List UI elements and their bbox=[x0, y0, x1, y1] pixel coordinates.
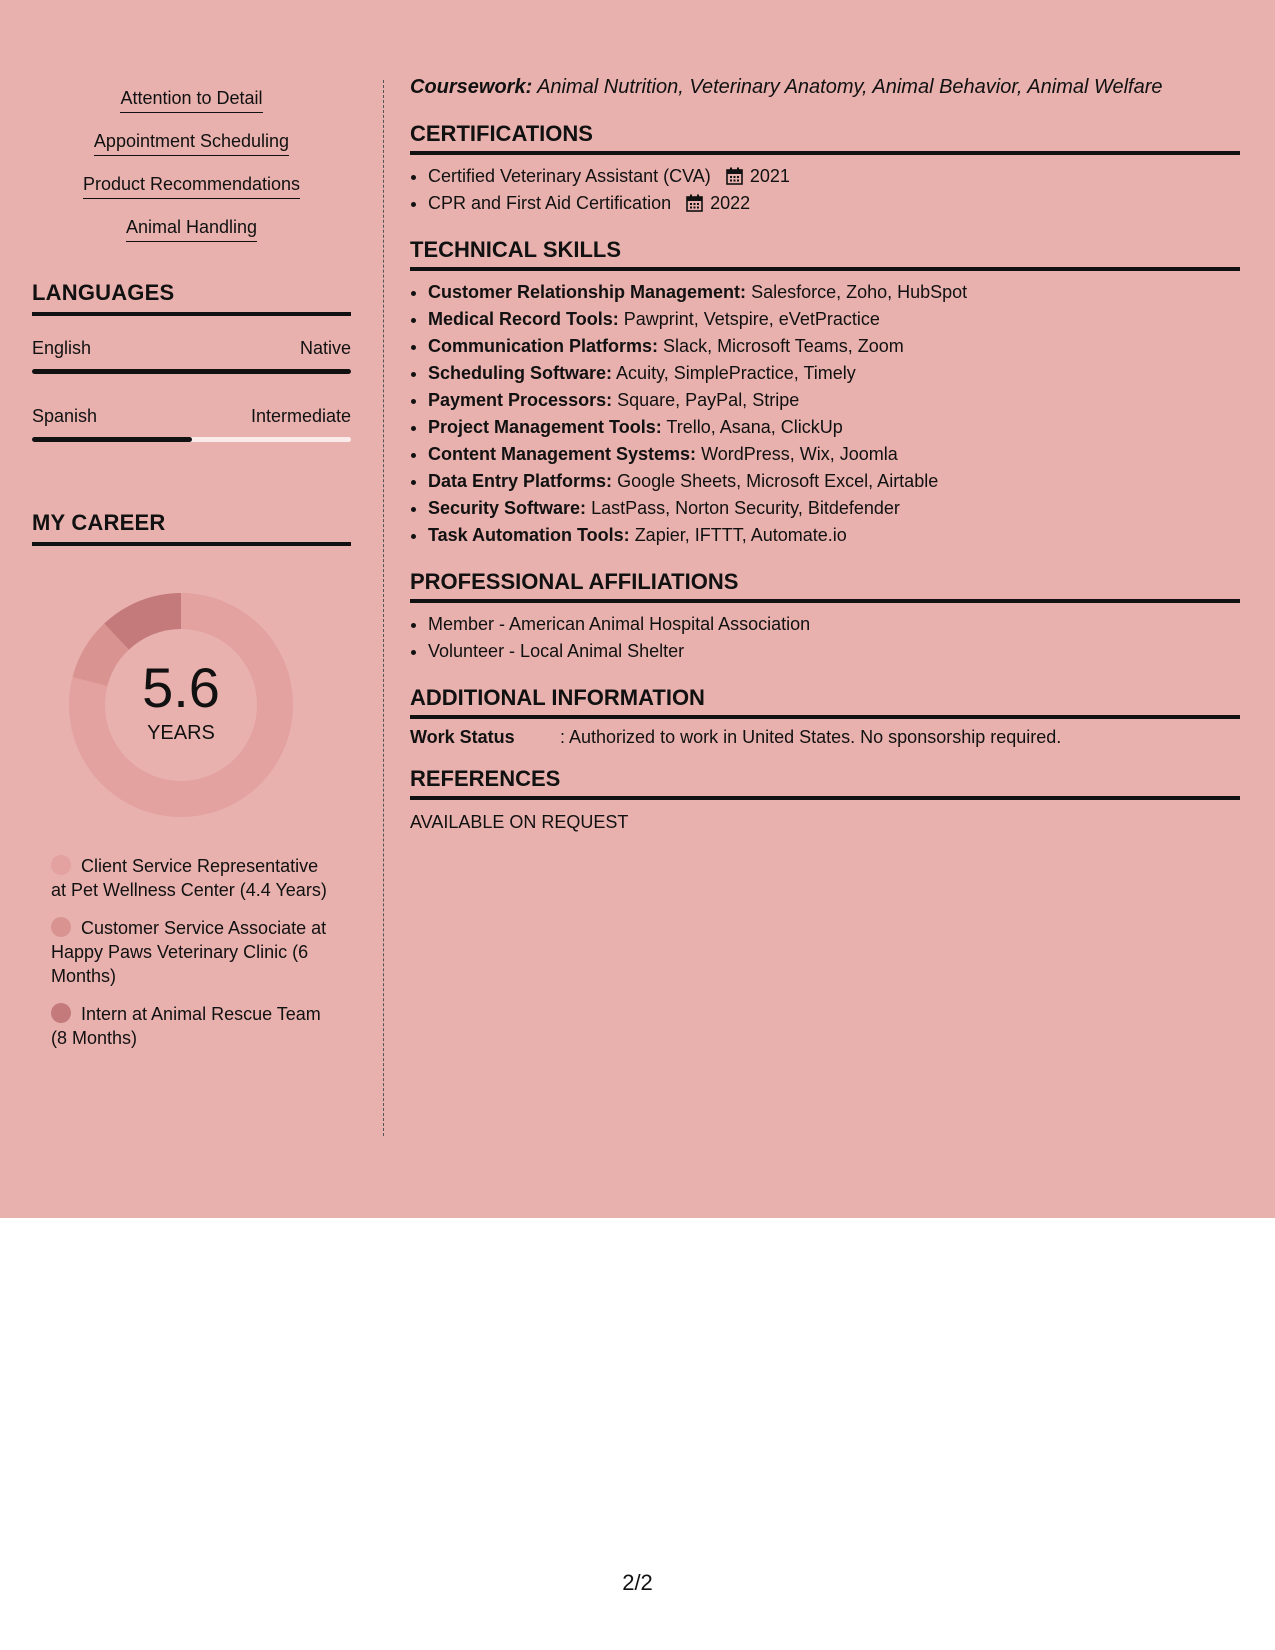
career-legend-label: Customer Service Associate at Happy Paws Veterinary Clinic (6 Months) bbox=[51, 918, 327, 986]
tech-skill-item bbox=[428, 360, 1240, 387]
tech-skill-value: WordPress, Wix, Joomla bbox=[701, 444, 898, 464]
language-row-english bbox=[32, 338, 351, 374]
legend-dot bbox=[51, 917, 71, 937]
right-column bbox=[410, 76, 1240, 833]
tech-skill-item bbox=[428, 441, 1240, 468]
career-legend-item bbox=[51, 854, 331, 902]
tech-skill-label: Project Management Tools: bbox=[428, 417, 662, 437]
career-heading: MY CAREER bbox=[32, 510, 351, 546]
languages-heading: LANGUAGES bbox=[32, 280, 351, 316]
certification-name: Certified Veterinary Assistant (CVA) bbox=[428, 166, 711, 186]
references-heading: REFERENCES bbox=[410, 766, 1240, 800]
skill-label: Product Recommendations bbox=[83, 174, 300, 199]
tech-skill-label: Scheduling Software: bbox=[428, 363, 613, 383]
tech-skill-value: Acuity, SimplePractice, Timely bbox=[616, 363, 856, 383]
tech-skill-label: Medical Record Tools: bbox=[428, 309, 619, 329]
coursework-line bbox=[410, 76, 1240, 99]
tech-skill-value: Salesforce, Zoho, HubSpot bbox=[751, 282, 968, 302]
tech-skill-label: Task Automation Tools: bbox=[428, 525, 630, 545]
certification-year: 2022 bbox=[710, 193, 751, 213]
tech-skill-value: Trello, Asana, ClickUp bbox=[666, 417, 843, 437]
donut-center bbox=[66, 590, 296, 820]
tech-skill-label: Data Entry Platforms: bbox=[428, 471, 613, 491]
tech-skill-value: LastPass, Norton Security, Bitdefender bbox=[591, 498, 900, 518]
page-number: 2/2 bbox=[622, 1570, 653, 1595]
tech-skill-item bbox=[428, 468, 1240, 495]
language-level: Intermediate bbox=[250, 406, 351, 426]
work-status-value: : Authorized to work in United States. No sponsorship required. bbox=[560, 727, 1062, 747]
tech-skill-label: Payment Processors: bbox=[428, 390, 613, 410]
tech-skill-value: Zapier, IFTTT, Automate.io bbox=[634, 525, 847, 545]
career-legend-label: Client Service Representative at Pet Wellness Center (4.4 Years) bbox=[51, 856, 327, 900]
skill-item bbox=[32, 217, 351, 242]
technical-skills-list bbox=[410, 279, 1240, 549]
coursework-label: Coursework: bbox=[410, 76, 533, 98]
tech-skill-value: Slack, Microsoft Teams, Zoom bbox=[663, 336, 904, 356]
legend-dot bbox=[51, 855, 71, 875]
tech-skill-label: Content Management Systems: bbox=[428, 444, 697, 464]
career-legend-item bbox=[51, 1002, 331, 1050]
skill-label: Attention to Detail bbox=[120, 88, 262, 113]
language-row-spanish bbox=[32, 406, 351, 442]
left-column bbox=[32, 80, 351, 1064]
tech-skill-label: Security Software: bbox=[428, 498, 587, 518]
work-status-row bbox=[410, 727, 1240, 748]
certification-year: 2021 bbox=[749, 166, 790, 186]
column-divider bbox=[383, 80, 384, 1136]
tech-skill-value: Google Sheets, Microsoft Excel, Airtable bbox=[617, 471, 939, 491]
skill-item bbox=[32, 131, 351, 156]
skill-item bbox=[32, 174, 351, 199]
language-bar-track bbox=[32, 369, 351, 374]
language-bar-fill bbox=[32, 437, 192, 442]
career-total-value: 5.6 bbox=[142, 655, 220, 719]
affiliations-list bbox=[410, 611, 1240, 665]
technical-skills-heading: TECHNICAL SKILLS bbox=[410, 237, 1240, 271]
tech-skill-value: Square, PayPal, Stripe bbox=[617, 390, 800, 410]
references-text: AVAILABLE ON REQUEST bbox=[410, 812, 629, 832]
work-status-label: Work Status bbox=[410, 727, 515, 747]
tech-skill-item bbox=[428, 495, 1240, 522]
career-legend-label: Intern at Animal Rescue Team (8 Months) bbox=[51, 1004, 321, 1048]
calendar-icon bbox=[686, 194, 703, 212]
tech-skill-label: Communication Platforms: bbox=[428, 336, 659, 356]
skill-label: Appointment Scheduling bbox=[94, 131, 289, 156]
coursework-text: Animal Nutrition, Veterinary Anatomy, Animal Behavior, Animal Welfare bbox=[537, 76, 1163, 98]
tech-skill-item bbox=[428, 414, 1240, 441]
language-name: Spanish bbox=[32, 406, 98, 426]
tech-skill-item bbox=[428, 306, 1240, 333]
certification-item bbox=[428, 163, 1240, 190]
language-name: English bbox=[32, 338, 92, 358]
career-donut-chart bbox=[66, 590, 296, 820]
skill-item bbox=[32, 88, 351, 113]
tech-skill-item bbox=[428, 333, 1240, 360]
calendar-icon bbox=[726, 167, 743, 185]
tech-skill-value: Pawprint, Vetspire, eVetPractice bbox=[623, 309, 880, 329]
additional-info-heading: ADDITIONAL INFORMATION bbox=[410, 685, 1240, 719]
language-bar-fill bbox=[32, 369, 351, 374]
language-level: Native bbox=[299, 338, 351, 358]
career-legend-item bbox=[51, 916, 331, 988]
affiliation-item: • Volunteer - Local Animal Shelter bbox=[428, 638, 1240, 665]
tech-skill-item bbox=[428, 279, 1240, 306]
affiliations-heading: PROFESSIONAL AFFILIATIONS bbox=[410, 569, 1240, 603]
affiliation-item: • Member - American Animal Hospital Association bbox=[428, 611, 1240, 638]
tech-skill-item bbox=[428, 387, 1240, 414]
skills-list bbox=[32, 80, 351, 242]
tech-skill-label: Customer Relationship Management: bbox=[428, 282, 747, 302]
certifications-list bbox=[410, 163, 1240, 217]
career-legend bbox=[32, 854, 331, 1050]
skill-label: Animal Handling bbox=[126, 217, 257, 242]
certifications-heading: CERTIFICATIONS bbox=[410, 121, 1240, 155]
certification-name: CPR and First Aid Certification bbox=[428, 193, 672, 213]
career-total-unit: YEARS bbox=[147, 721, 215, 744]
legend-dot bbox=[51, 1003, 71, 1023]
tech-skill-item bbox=[428, 522, 1240, 549]
certification-item bbox=[428, 190, 1240, 217]
language-bar-track bbox=[32, 437, 351, 442]
